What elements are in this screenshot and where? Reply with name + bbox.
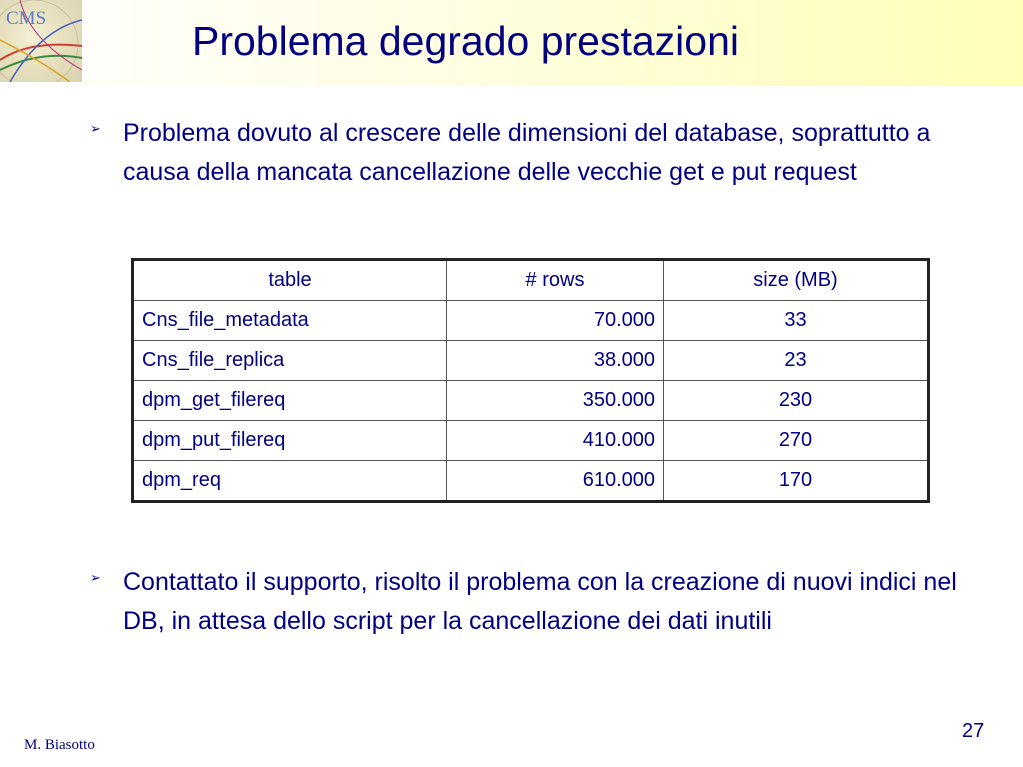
cell-size: 230	[664, 381, 929, 421]
cell-table-name: Cns_file_replica	[133, 341, 447, 381]
cell-table-name: dpm_get_filereq	[133, 381, 447, 421]
table-header-row	[133, 260, 929, 301]
table-row	[133, 301, 929, 341]
cell-rows: 410.000	[447, 421, 664, 461]
table-row	[133, 461, 929, 502]
author-name: M. Biasotto	[24, 737, 95, 753]
cms-logo	[0, 0, 82, 82]
cell-table-name: Cns_file_metadata	[133, 301, 447, 341]
page-number: 27	[962, 720, 985, 742]
cms-logo-text: CMS	[6, 8, 47, 29]
cell-rows: 70.000	[447, 301, 664, 341]
cell-rows: 610.000	[447, 461, 664, 502]
table-row	[133, 421, 929, 461]
bullet-text: Problema dovuto al crescere delle dimensioni del database, soprattutto a causa della mancata cancellazione delle vecchie get e put request	[123, 119, 931, 186]
bullet-text: Contattato il supporto, risolto il problema con la creazione di nuovi indici nel DB, in attesa dello script per la cancellazione dei dati inutili	[123, 568, 957, 635]
column-header-rows: # rows	[447, 260, 664, 301]
slide-title: Problema degrado prestazioni	[192, 18, 739, 64]
cell-rows: 350.000	[447, 381, 664, 421]
cell-table-name: dpm_put_filereq	[133, 421, 447, 461]
table-row	[133, 381, 929, 421]
arrow-bullet-icon: ➢	[90, 570, 101, 585]
cell-size: 170	[664, 461, 929, 502]
table-row	[133, 341, 929, 381]
arrow-bullet-icon: ➢	[90, 121, 101, 136]
database-table	[131, 258, 930, 503]
column-header-table: table	[133, 260, 447, 301]
cell-rows: 38.000	[447, 341, 664, 381]
cell-size: 33	[664, 301, 929, 341]
cell-table-name: dpm_req	[133, 461, 447, 502]
cell-size: 270	[664, 421, 929, 461]
column-header-size: size (MB)	[664, 260, 929, 301]
cell-size: 23	[664, 341, 929, 381]
